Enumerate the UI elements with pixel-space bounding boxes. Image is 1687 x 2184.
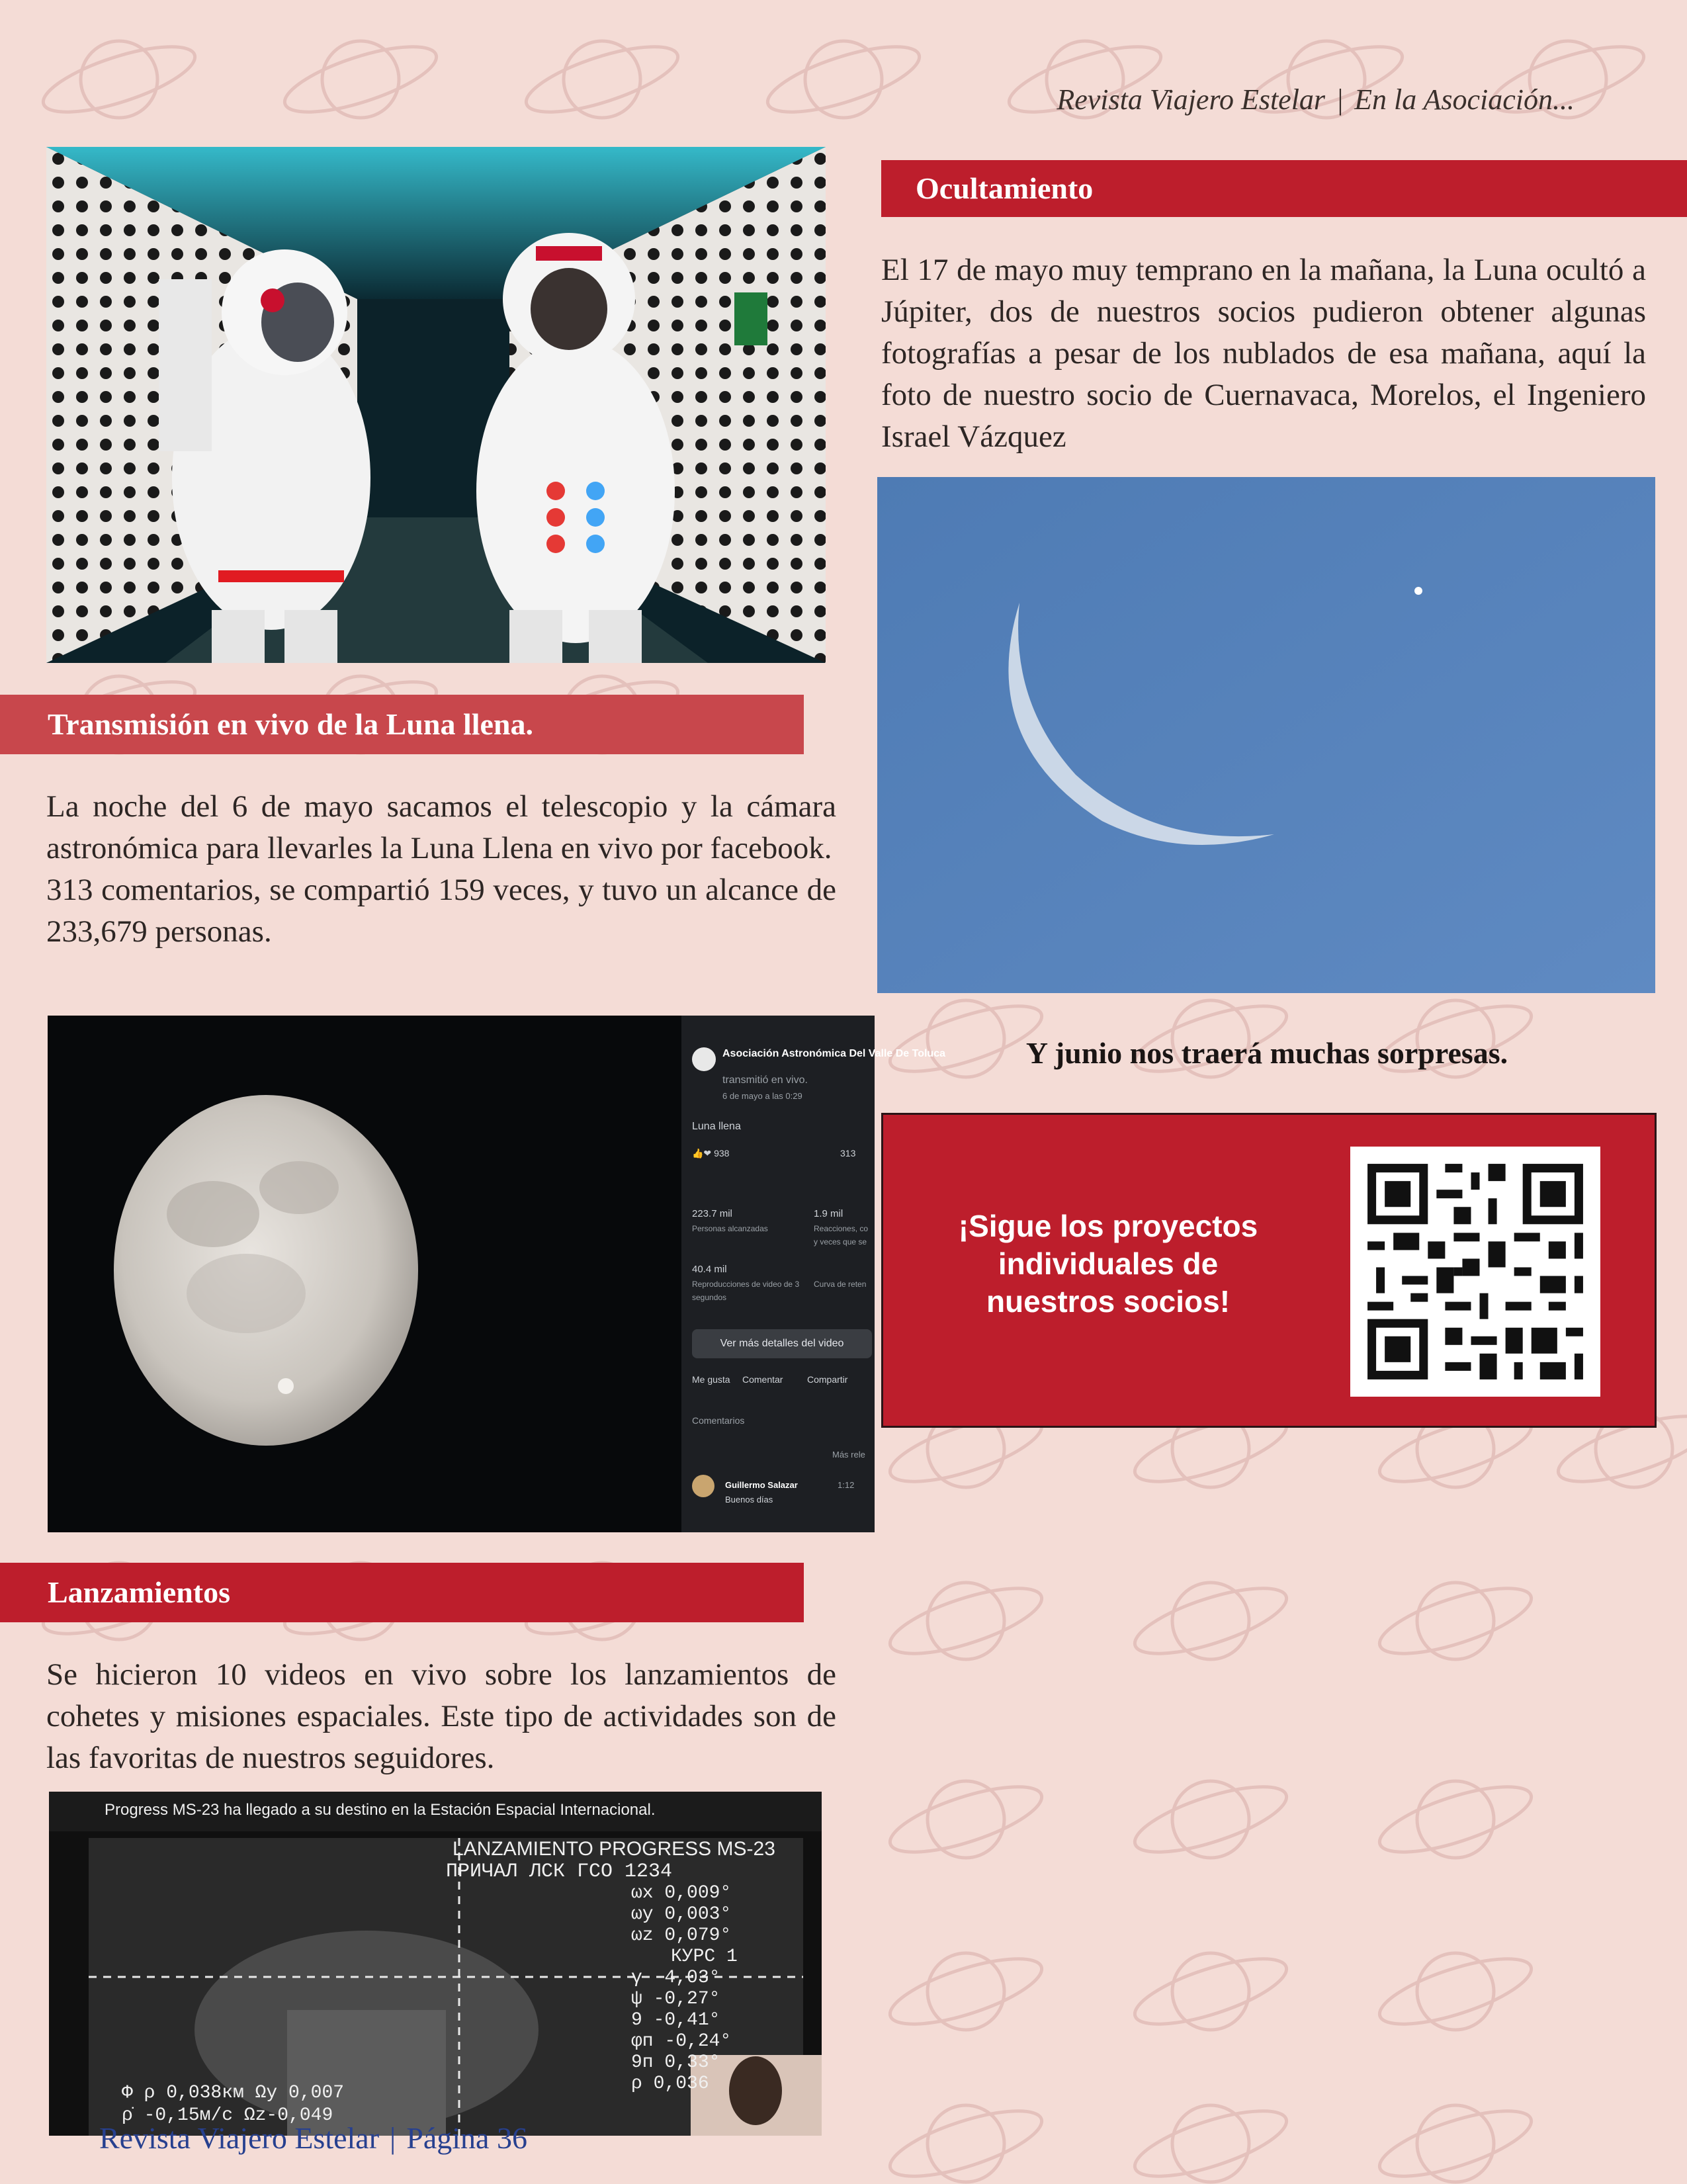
launch-banner: LANZAMIENTO PROGRESS MS-23 xyxy=(453,1838,775,1860)
launch-caption: Progress MS-23 ha llegado a su destino en la Estación Espacial Internacional. xyxy=(105,1801,656,1819)
telemetry-line-3: ωy 0,003° xyxy=(631,1904,732,1925)
telemetry-line-11: ρ 0,036 xyxy=(631,2074,709,2094)
telemetry-line-4: ωz 0,079° xyxy=(631,1925,732,1946)
progress-launch-screenshot xyxy=(49,1792,822,2136)
section-title-launches: Lanzamientos xyxy=(48,1575,230,1609)
fb-comment-text: Buenos días xyxy=(725,1495,773,1505)
jupiter-point xyxy=(1414,587,1422,595)
launches-paragraph xyxy=(46,1654,836,1779)
telemetry-bottom-2: ρ̇ -0,15м/с Ωz-0,049 xyxy=(122,2105,333,2126)
fb-comment-time: 1:12 xyxy=(838,1480,855,1490)
fb-comments-count[interactable]: 313 xyxy=(840,1148,856,1158)
fb-commenter-name[interactable]: Guillermo Salazar xyxy=(725,1480,798,1490)
fb-reactions-count[interactable]: 👍❤ 938 xyxy=(692,1148,730,1158)
fb-curve-label: Curva de reten xyxy=(814,1280,867,1289)
astronauts-photo xyxy=(46,147,826,663)
fb-date[interactable]: 6 de mayo a las 0:29 xyxy=(722,1091,802,1101)
section-title-occultation: Ocultamiento xyxy=(916,171,1094,205)
magazine-name: Revista Viajero Estelar xyxy=(1057,83,1326,116)
fb-page-name[interactable]: Asociación Astronómica Del Valle De Toluca xyxy=(722,1048,945,1059)
fb-post-title: Luna llena xyxy=(692,1121,741,1132)
telemetry-line-9: φп -0,24° xyxy=(631,2031,732,2052)
fb-comments-tab[interactable]: Comentarios xyxy=(692,1415,745,1426)
live-text-2: 313 comentarios, se compartió 159 veces, y tuvo un alcance de 233,679 personas. xyxy=(46,873,836,949)
fb-reach-label: Personas alcanzadas xyxy=(692,1224,768,1233)
telemetry-line-5: КУРС 1 xyxy=(671,1946,738,1967)
running-head: Revista Viajero Estelar | En la Asociación... xyxy=(1057,83,1575,116)
fb-action: transmitió en vivo. xyxy=(722,1074,808,1086)
fb-share-button[interactable]: Compartir xyxy=(807,1374,848,1385)
live-paragraph xyxy=(46,786,836,953)
fb-plays-value: 40.4 mil xyxy=(692,1264,727,1275)
page-avatar xyxy=(692,1047,716,1071)
telemetry-line-8: 9 -0,41° xyxy=(631,2010,720,2031)
socios-projects-promo[interactable] xyxy=(881,1113,1657,1428)
footer-magazine: Revista Viajero Estelar xyxy=(99,2121,380,2155)
page-footer: Revista Viajero Estelar | Página 36 xyxy=(99,2121,527,2155)
section-header-live xyxy=(0,695,804,754)
june-announcement: Y junio nos traerá muchas sorpresas. xyxy=(1025,1036,1508,1070)
telemetry-line-2: ωx 0,009° xyxy=(631,1883,732,1903)
commenter-avatar xyxy=(692,1475,714,1497)
facebook-post-panel xyxy=(681,1016,945,1532)
live-text-1: La noche del 6 de mayo sacamos el telescopio y la cámara astronómica para llevarles la Luna Llena en vivo por facebook. xyxy=(46,789,836,865)
fb-comment-button[interactable]: Comentar xyxy=(742,1374,783,1385)
page-number: Página 36 xyxy=(406,2121,527,2155)
section-header-occultation xyxy=(881,160,1687,217)
fb-sort-relevant[interactable]: Más rele xyxy=(832,1450,865,1460)
telemetry-line-6: γ -4,03° xyxy=(631,1968,720,1988)
telemetry-line-7: ψ -0,27° xyxy=(631,1989,720,2009)
fb-like-button[interactable]: Me gusta xyxy=(692,1374,730,1385)
section-name: En la Asociación... xyxy=(1354,83,1575,116)
qr-code[interactable] xyxy=(1350,1147,1600,1397)
occultation-paragraph xyxy=(881,249,1646,458)
fb-reactions-label: Reacciones, co y veces que se xyxy=(814,1224,869,1246)
telemetry-bottom-1: Φ ρ 0,038км Ωу 0,007 xyxy=(122,2083,345,2103)
fb-details-button[interactable]: Ver más detalles del video xyxy=(692,1329,872,1358)
occultation-text: El 17 de mayo muy temprano en la mañana, la Luna ocultó a Júpiter, dos de nuestros socios pudieron obtener algunas fotografías a pesar de los nublados de esa mañana, aquí la foto de nuestro socio de Cuernavaca, Morelos, el Ingeniero Israel Vázquez xyxy=(881,253,1646,454)
fb-reactions-value: 1.9 mil xyxy=(814,1208,844,1219)
section-title-live: Transmisión en vivo de la Luna llena. xyxy=(48,707,534,741)
promo-text: ¡Sigue los proyectos individuales de nuestros socios! xyxy=(958,1209,1258,1319)
telemetry-line-10: 9п 0,33° xyxy=(631,2052,720,2073)
moon-jupiter-photo xyxy=(877,477,1655,993)
fb-reach-value: 223.7 mil xyxy=(692,1208,732,1219)
launches-text: Se hicieron 10 videos en vivo sobre los lanzamientos de cohetes y misiones espaciales. Este tipo de actividades son de las favoritas de nuestros seguidores. xyxy=(46,1657,836,1775)
full-moon-stream-screenshot xyxy=(48,1016,945,1532)
section-header-launches xyxy=(0,1563,804,1622)
fb-plays-label: Reproducciones de video de 3 segundos xyxy=(692,1280,800,1302)
telemetry-line-1: ПРИЧАЛ ЛСК ГСО 1234 xyxy=(446,1860,673,1883)
